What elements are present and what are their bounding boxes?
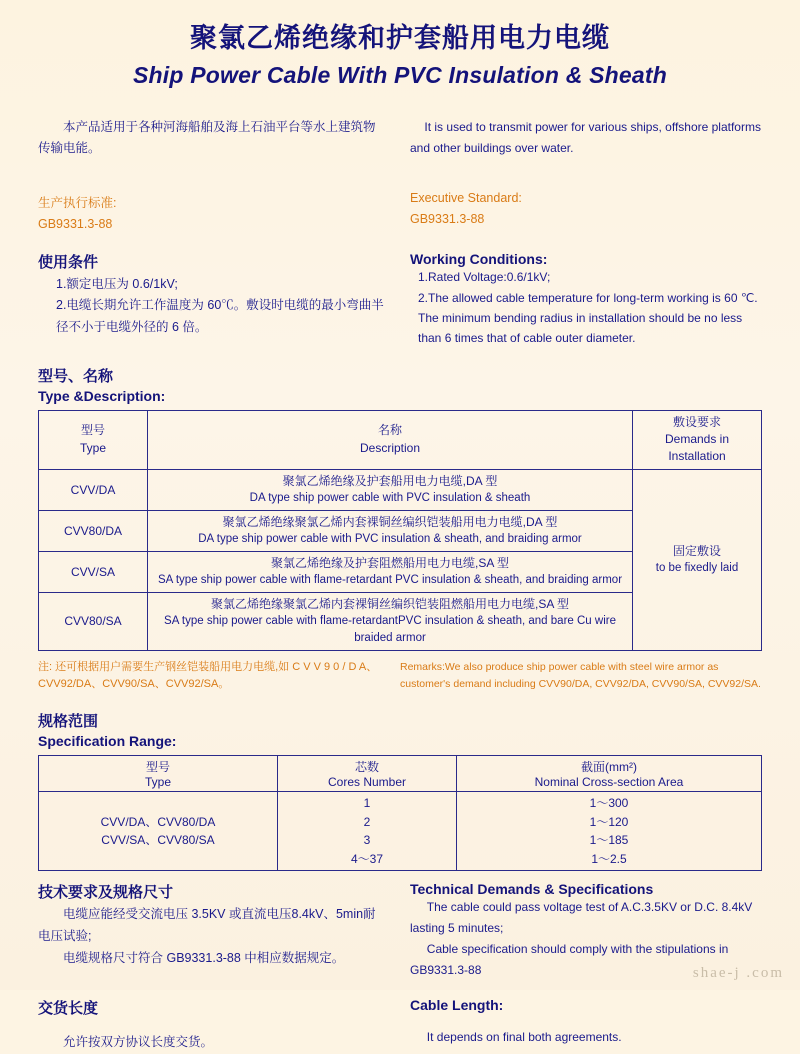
row-type: CVV80/SA xyxy=(39,593,148,651)
technical-item-en-2: Cable specification should comply with the stipulations in GB9331.3-88 xyxy=(410,942,729,978)
type-table xyxy=(38,410,762,651)
cable-length-text-en: It depends on final both agreements. xyxy=(426,1030,622,1045)
spec-type-cell xyxy=(39,791,278,870)
spec-header-type xyxy=(39,755,278,791)
working-conditions-item-cn-1: 1.额定电压为 0.6/1kV; xyxy=(56,277,178,292)
row-type: CVV80/DA xyxy=(39,510,148,551)
table-header-row xyxy=(39,410,762,469)
header-demands-en-1: Demands in xyxy=(664,432,730,447)
intro-right xyxy=(400,117,762,235)
spec-section xyxy=(38,710,762,871)
executive-standard-value-en: GB9331.3-88 xyxy=(410,212,485,227)
row-type: CVV/SA xyxy=(39,552,148,593)
working-conditions-title-cn: 使用条件 xyxy=(38,254,99,272)
header-demands-en-2: Installation xyxy=(668,449,726,464)
spec-header-area-en: Nominal Cross-section Area xyxy=(534,774,684,789)
spec-type-2: CVV/SA、CVV80/SA xyxy=(101,833,215,848)
spec-header-cores-cn: 芯数 xyxy=(354,759,379,774)
watermark: shae-j .com xyxy=(692,965,784,981)
cable-length-title-en: Cable Length: xyxy=(410,997,504,1014)
technical-left xyxy=(38,881,400,981)
working-conditions-title-en: Working Conditions: xyxy=(410,251,548,268)
technical-section xyxy=(38,881,762,981)
header-demands xyxy=(633,410,762,469)
type-section-title-en: Type &Description: xyxy=(38,387,166,404)
header-description-cn: 名称 xyxy=(377,423,402,438)
executive-standard-label-cn: 生产执行标准: xyxy=(38,195,117,210)
spec-section-title-cn: 规格范围 xyxy=(38,712,99,730)
demands-value-en: to be fixedly laid xyxy=(655,562,739,575)
row-description-en: DA type ship power cable with PVC insulation & sheath xyxy=(249,492,531,505)
row-description-en: SA type ship power cable with flame-retardant PVC insulation & sheath, and braiding armor xyxy=(157,574,623,587)
spec-header-area xyxy=(457,755,762,791)
spec-cores-1: 1 xyxy=(363,795,371,810)
header-type xyxy=(39,410,148,469)
page-title-en: Ship Power Cable With PVC Insulation & Sheath xyxy=(132,62,667,89)
header-type-en: Type xyxy=(79,440,106,455)
working-conditions-left xyxy=(38,251,400,349)
spec-section-title-en: Specification Range: xyxy=(38,732,177,749)
technical-item-cn-2: 电缆规格尺寸符合 GB9331.3-88 中相应数据规定。 xyxy=(63,951,345,966)
intro-section xyxy=(38,117,762,235)
spec-cores-2: 2 xyxy=(363,814,371,829)
working-conditions-item-cn-2: 2.电缆长期允许工作温度为 60℃。敷设时电缆的最小弯曲半径不小于电缆外径的 6 倍。 xyxy=(56,298,384,334)
type-remark-cn: 注: 还可根据用户需要生产钢丝铠装船用电力电缆,如 C V V 9 0 / D A、CVV92/DA、CVV90/SA、CVV92/SA。 xyxy=(38,660,378,691)
working-conditions-right xyxy=(400,251,762,349)
spec-area-3: 1～185 xyxy=(589,833,629,848)
row-description-cn: 聚氯乙烯绝缘及护套阻燃船用电力电缆,SA 型 xyxy=(270,556,509,570)
spec-header-area-cn: 截面(mm²) xyxy=(581,759,637,774)
spec-table xyxy=(38,755,762,871)
row-description xyxy=(148,593,633,651)
row-description-cn: 聚氯乙烯绝缘聚氯乙烯内套裸铜丝编织铠装船用电力电缆,DA 型 xyxy=(222,514,558,529)
spec-area-1: 1～300 xyxy=(589,795,629,810)
row-type: CVV/DA xyxy=(39,469,148,510)
spec-cores-cell xyxy=(278,791,457,870)
row-description-cn: 聚氯乙烯绝缘聚氯乙烯内套裸铜丝编织铠装阻燃船用电力电缆,SA 型 xyxy=(210,597,570,612)
type-section xyxy=(38,365,762,694)
cable-length-left xyxy=(38,997,400,1054)
spec-header-type-cn: 型号 xyxy=(145,759,170,774)
spec-type-1: CVV/DA、CVV80/DA xyxy=(100,814,216,829)
spec-header-cores xyxy=(278,755,457,791)
row-description-cn: 聚氯乙烯绝缘及护套船用电力电缆,DA 型 xyxy=(282,473,498,488)
working-conditions-item-en-2: 2.The allowed cable temperature for long-term working is 60 ℃. The minimum bending radius in installation should be no less than 6 times that of cable outer diameter. xyxy=(418,290,758,346)
header-demands-cn: 敷设要求 xyxy=(672,414,721,429)
cable-length-title-cn: 交货长度 xyxy=(38,1000,99,1018)
header-description-en: Description xyxy=(359,440,421,455)
intro-left xyxy=(38,117,400,235)
intro-paragraph-cn: 本产品适用于各种河海船舶及海上石油平台等水上建筑物传输电能。 xyxy=(38,120,376,156)
page-title-cn: 聚氯乙烯绝缘和护套船用电力电缆 xyxy=(190,23,610,53)
executive-standard-label-en: Executive Standard: xyxy=(410,191,522,206)
row-description-en: DA type ship power cable with PVC insulation & sheath, and braiding armor xyxy=(198,533,582,546)
cable-length-section xyxy=(38,997,762,1054)
header-description xyxy=(148,410,633,469)
spec-cores-4: 4～37 xyxy=(350,851,384,866)
working-conditions-section xyxy=(38,251,762,349)
type-remarks xyxy=(38,659,762,694)
cable-length-right xyxy=(400,997,762,1054)
type-remark-en: Remarks:We also produce ship power cable with steel wire armor as customer's demand including CVV90/DA, CVV92/DA, CVV90/SA, CVV92/SA. xyxy=(400,660,761,690)
row-description-en: SA type ship power cable with flame-retardantPVC insulation & sheath, and bare Cu wire braided armor xyxy=(164,615,616,645)
row-description xyxy=(148,552,633,593)
intro-paragraph-en: It is used to transmit power for various ships, offshore platforms and other buildings over water. xyxy=(410,120,761,155)
spec-header-type-en: Type xyxy=(144,774,171,789)
technical-item-cn-1: 电缆应能经受交流电压 3.5KV 或直流电压8.4kV、5min耐电压试验; xyxy=(38,907,376,944)
spec-header-row xyxy=(39,755,762,791)
demands-value-cn: 固定敷设 xyxy=(672,543,721,558)
spec-cores-3: 3 xyxy=(363,833,371,848)
executive-standard-value-cn: GB9331.3-88 xyxy=(38,216,113,231)
table-row xyxy=(39,469,762,510)
row-description xyxy=(148,510,633,551)
cable-length-text-cn: 允许按双方协议长度交货。 xyxy=(63,1035,214,1050)
spec-area-2: 1～120 xyxy=(589,814,629,829)
working-conditions-item-en-1: 1.Rated Voltage:0.6/1kV; xyxy=(418,270,551,285)
spec-area-cell xyxy=(457,791,762,870)
technical-title-cn: 技术要求及规格尺寸 xyxy=(38,884,174,902)
technical-title-en: Technical Demands & Specifications xyxy=(410,881,654,898)
header-type-cn: 型号 xyxy=(80,423,105,438)
demands-cell xyxy=(633,469,762,650)
type-section-title-cn: 型号、名称 xyxy=(38,367,114,385)
row-description xyxy=(148,469,633,510)
technical-item-en-1: The cable could pass voltage test of A.C.3.5KV or D.C. 8.4kV lasting 5 minutes; xyxy=(410,900,753,936)
spec-body-row xyxy=(39,791,762,870)
spec-area-4: 1～2.5 xyxy=(591,851,627,866)
spec-header-cores-en: Cores Number xyxy=(327,774,407,789)
